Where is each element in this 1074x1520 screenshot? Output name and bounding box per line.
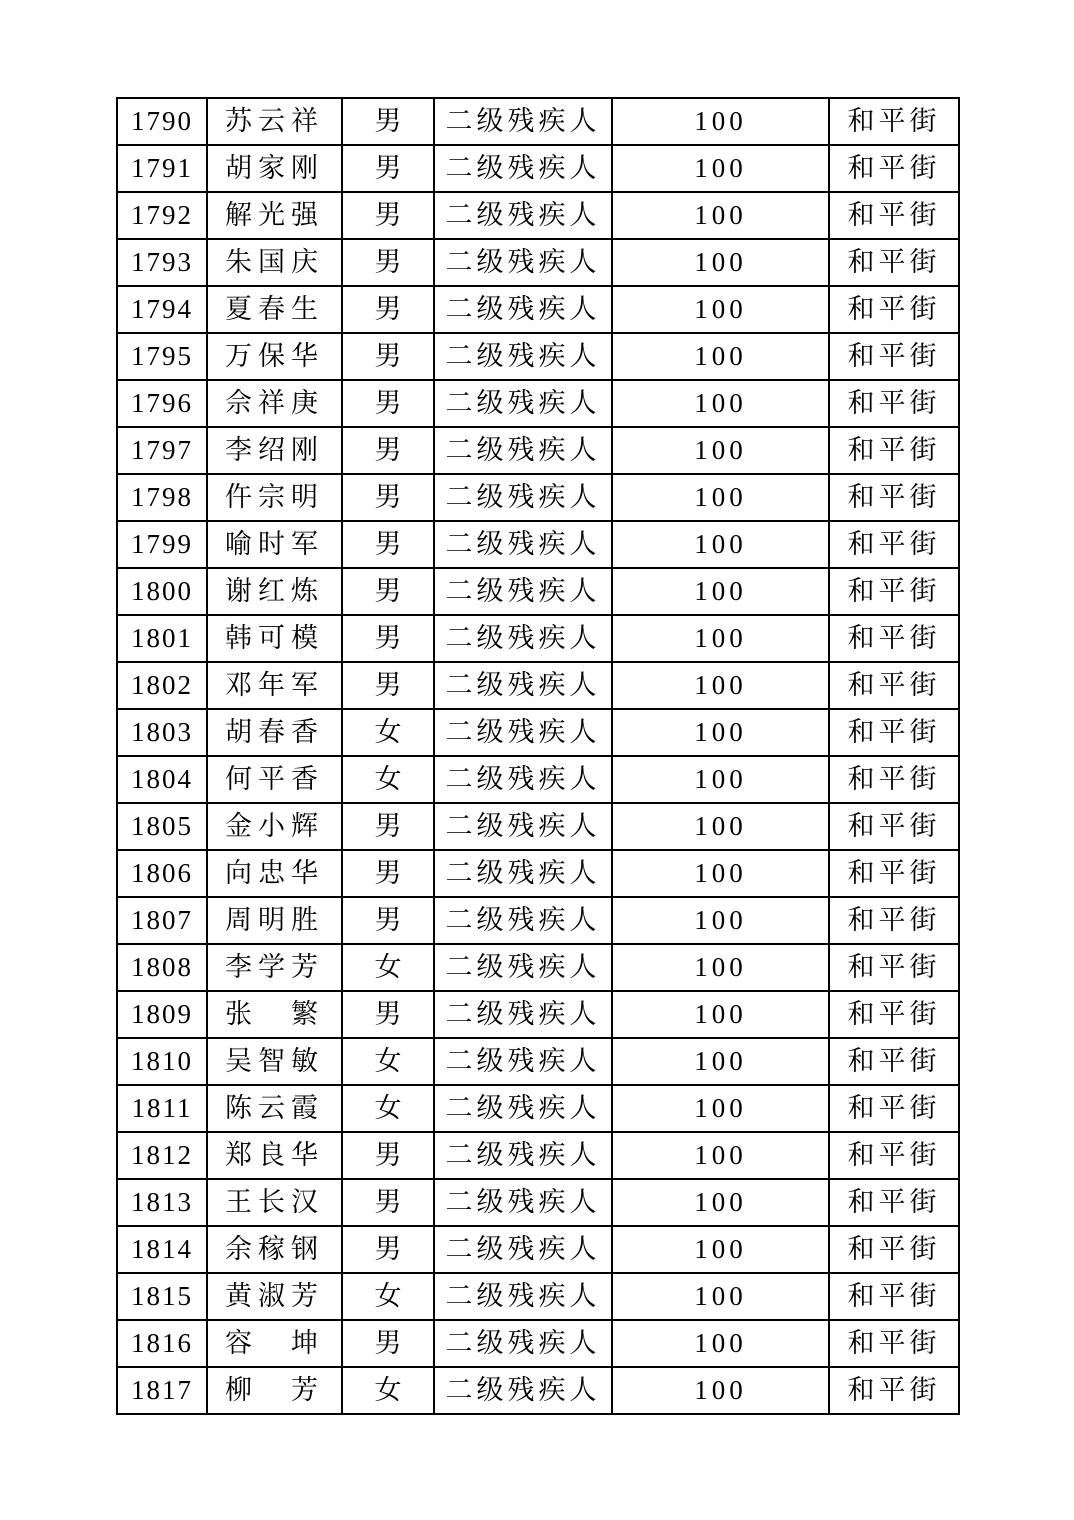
cell-street: 和平街 xyxy=(829,239,959,286)
cell-serial-number: 1796 xyxy=(117,380,207,427)
cell-person-name: 苏云祥 xyxy=(207,98,342,145)
cell-person-name: 喻时军 xyxy=(207,521,342,568)
table-row xyxy=(117,145,959,192)
cell-person-name: 柳 芳 xyxy=(207,1367,342,1414)
cell-person-name: 张 繁 xyxy=(207,991,342,1038)
cell-disability-category: 二级残疾人 xyxy=(434,1132,612,1179)
cell-serial-number: 1807 xyxy=(117,897,207,944)
cell-serial-number: 1799 xyxy=(117,521,207,568)
cell-person-name: 何平香 xyxy=(207,756,342,803)
cell-amount: 100 xyxy=(612,427,829,474)
cell-amount: 100 xyxy=(612,1179,829,1226)
cell-gender: 男 xyxy=(342,239,434,286)
cell-person-name: 胡春香 xyxy=(207,709,342,756)
cell-gender: 女 xyxy=(342,944,434,991)
cell-gender: 女 xyxy=(342,1273,434,1320)
cell-amount: 100 xyxy=(612,239,829,286)
cell-gender: 男 xyxy=(342,568,434,615)
cell-street: 和平街 xyxy=(829,286,959,333)
cell-amount: 100 xyxy=(612,850,829,897)
cell-serial-number: 1792 xyxy=(117,192,207,239)
cell-amount: 100 xyxy=(612,98,829,145)
cell-disability-category: 二级残疾人 xyxy=(434,1179,612,1226)
cell-person-name: 李绍刚 xyxy=(207,427,342,474)
table-row xyxy=(117,239,959,286)
cell-amount: 100 xyxy=(612,474,829,521)
cell-person-name: 解光强 xyxy=(207,192,342,239)
cell-street: 和平街 xyxy=(829,333,959,380)
cell-person-name: 向忠华 xyxy=(207,850,342,897)
cell-serial-number: 1803 xyxy=(117,709,207,756)
cell-amount: 100 xyxy=(612,1273,829,1320)
cell-disability-category: 二级残疾人 xyxy=(434,803,612,850)
table-row xyxy=(117,474,959,521)
recipients-table-body xyxy=(117,98,959,1414)
cell-street: 和平街 xyxy=(829,568,959,615)
table-row xyxy=(117,98,959,145)
cell-amount: 100 xyxy=(612,615,829,662)
table-row xyxy=(117,709,959,756)
cell-serial-number: 1812 xyxy=(117,1132,207,1179)
cell-disability-category: 二级残疾人 xyxy=(434,98,612,145)
cell-street: 和平街 xyxy=(829,474,959,521)
table-row xyxy=(117,286,959,333)
cell-street: 和平街 xyxy=(829,897,959,944)
cell-amount: 100 xyxy=(612,1132,829,1179)
cell-serial-number: 1815 xyxy=(117,1273,207,1320)
cell-gender: 男 xyxy=(342,991,434,1038)
cell-serial-number: 1798 xyxy=(117,474,207,521)
cell-gender: 男 xyxy=(342,333,434,380)
cell-disability-category: 二级残疾人 xyxy=(434,897,612,944)
cell-disability-category: 二级残疾人 xyxy=(434,1226,612,1273)
cell-amount: 100 xyxy=(612,709,829,756)
table-row xyxy=(117,991,959,1038)
cell-street: 和平街 xyxy=(829,1320,959,1367)
table-row xyxy=(117,897,959,944)
cell-person-name: 王长汉 xyxy=(207,1179,342,1226)
cell-serial-number: 1801 xyxy=(117,615,207,662)
cell-serial-number: 1816 xyxy=(117,1320,207,1367)
table-row xyxy=(117,521,959,568)
cell-disability-category: 二级残疾人 xyxy=(434,944,612,991)
cell-amount: 100 xyxy=(612,1226,829,1273)
cell-amount: 100 xyxy=(612,897,829,944)
cell-street: 和平街 xyxy=(829,1273,959,1320)
cell-gender: 女 xyxy=(342,1367,434,1414)
recipients-table xyxy=(116,97,960,1415)
cell-disability-category: 二级残疾人 xyxy=(434,380,612,427)
cell-disability-category: 二级残疾人 xyxy=(434,192,612,239)
cell-disability-category: 二级残疾人 xyxy=(434,1273,612,1320)
cell-amount: 100 xyxy=(612,145,829,192)
cell-person-name: 万保华 xyxy=(207,333,342,380)
cell-street: 和平街 xyxy=(829,756,959,803)
cell-serial-number: 1805 xyxy=(117,803,207,850)
cell-street: 和平街 xyxy=(829,380,959,427)
cell-amount: 100 xyxy=(612,192,829,239)
cell-gender: 男 xyxy=(342,1226,434,1273)
cell-gender: 男 xyxy=(342,615,434,662)
cell-serial-number: 1809 xyxy=(117,991,207,1038)
table-row xyxy=(117,1226,959,1273)
table-row xyxy=(117,615,959,662)
cell-street: 和平街 xyxy=(829,1367,959,1414)
cell-disability-category: 二级残疾人 xyxy=(434,286,612,333)
roster-table-container xyxy=(116,97,960,1415)
cell-gender: 男 xyxy=(342,897,434,944)
cell-gender: 女 xyxy=(342,709,434,756)
cell-person-name: 郑良华 xyxy=(207,1132,342,1179)
cell-gender: 男 xyxy=(342,427,434,474)
cell-serial-number: 1813 xyxy=(117,1179,207,1226)
cell-serial-number: 1797 xyxy=(117,427,207,474)
table-row xyxy=(117,803,959,850)
cell-amount: 100 xyxy=(612,991,829,1038)
cell-amount: 100 xyxy=(612,1038,829,1085)
cell-street: 和平街 xyxy=(829,145,959,192)
cell-person-name: 邓年军 xyxy=(207,662,342,709)
table-row xyxy=(117,380,959,427)
table-row xyxy=(117,850,959,897)
cell-street: 和平街 xyxy=(829,991,959,1038)
cell-gender: 男 xyxy=(342,1132,434,1179)
cell-street: 和平街 xyxy=(829,944,959,991)
cell-person-name: 容 坤 xyxy=(207,1320,342,1367)
table-row xyxy=(117,333,959,380)
cell-person-name: 余稼钢 xyxy=(207,1226,342,1273)
cell-person-name: 李学芳 xyxy=(207,944,342,991)
cell-street: 和平街 xyxy=(829,850,959,897)
cell-street: 和平街 xyxy=(829,615,959,662)
cell-gender: 男 xyxy=(342,145,434,192)
cell-street: 和平街 xyxy=(829,709,959,756)
cell-gender: 男 xyxy=(342,803,434,850)
cell-amount: 100 xyxy=(612,1320,829,1367)
table-row xyxy=(117,1367,959,1414)
cell-amount: 100 xyxy=(612,380,829,427)
table-row xyxy=(117,944,959,991)
cell-street: 和平街 xyxy=(829,427,959,474)
cell-serial-number: 1817 xyxy=(117,1367,207,1414)
cell-person-name: 朱国庆 xyxy=(207,239,342,286)
table-row xyxy=(117,756,959,803)
cell-disability-category: 二级残疾人 xyxy=(434,474,612,521)
cell-street: 和平街 xyxy=(829,192,959,239)
cell-disability-category: 二级残疾人 xyxy=(434,333,612,380)
table-row xyxy=(117,1179,959,1226)
cell-gender: 男 xyxy=(342,521,434,568)
cell-serial-number: 1811 xyxy=(117,1085,207,1132)
table-row xyxy=(117,192,959,239)
cell-amount: 100 xyxy=(612,1367,829,1414)
cell-serial-number: 1794 xyxy=(117,286,207,333)
cell-gender: 男 xyxy=(342,1320,434,1367)
cell-street: 和平街 xyxy=(829,1226,959,1273)
cell-disability-category: 二级残疾人 xyxy=(434,239,612,286)
cell-person-name: 胡家刚 xyxy=(207,145,342,192)
cell-serial-number: 1795 xyxy=(117,333,207,380)
table-row xyxy=(117,662,959,709)
cell-gender: 男 xyxy=(342,662,434,709)
cell-disability-category: 二级残疾人 xyxy=(434,662,612,709)
cell-gender: 女 xyxy=(342,1038,434,1085)
cell-amount: 100 xyxy=(612,286,829,333)
cell-person-name: 金小辉 xyxy=(207,803,342,850)
cell-person-name: 谢红炼 xyxy=(207,568,342,615)
cell-serial-number: 1804 xyxy=(117,756,207,803)
cell-amount: 100 xyxy=(612,521,829,568)
cell-disability-category: 二级残疾人 xyxy=(434,756,612,803)
cell-disability-category: 二级残疾人 xyxy=(434,1367,612,1414)
cell-person-name: 周明胜 xyxy=(207,897,342,944)
cell-disability-category: 二级残疾人 xyxy=(434,145,612,192)
cell-serial-number: 1791 xyxy=(117,145,207,192)
cell-gender: 男 xyxy=(342,286,434,333)
table-row xyxy=(117,1038,959,1085)
cell-serial-number: 1802 xyxy=(117,662,207,709)
cell-person-name: 夏春生 xyxy=(207,286,342,333)
table-row xyxy=(117,568,959,615)
cell-disability-category: 二级残疾人 xyxy=(434,709,612,756)
table-row xyxy=(117,1132,959,1179)
cell-amount: 100 xyxy=(612,1085,829,1132)
cell-disability-category: 二级残疾人 xyxy=(434,1085,612,1132)
cell-gender: 男 xyxy=(342,380,434,427)
cell-disability-category: 二级残疾人 xyxy=(434,427,612,474)
table-row xyxy=(117,1085,959,1132)
cell-amount: 100 xyxy=(612,568,829,615)
cell-disability-category: 二级残疾人 xyxy=(434,1038,612,1085)
cell-serial-number: 1808 xyxy=(117,944,207,991)
cell-street: 和平街 xyxy=(829,1085,959,1132)
cell-person-name: 吴智敏 xyxy=(207,1038,342,1085)
table-row xyxy=(117,1273,959,1320)
cell-serial-number: 1790 xyxy=(117,98,207,145)
cell-disability-category: 二级残疾人 xyxy=(434,850,612,897)
cell-street: 和平街 xyxy=(829,1038,959,1085)
cell-disability-category: 二级残疾人 xyxy=(434,521,612,568)
cell-gender: 男 xyxy=(342,474,434,521)
cell-street: 和平街 xyxy=(829,521,959,568)
cell-street: 和平街 xyxy=(829,98,959,145)
cell-gender: 男 xyxy=(342,1179,434,1226)
cell-person-name: 黄淑芳 xyxy=(207,1273,342,1320)
cell-serial-number: 1810 xyxy=(117,1038,207,1085)
cell-street: 和平街 xyxy=(829,803,959,850)
cell-serial-number: 1814 xyxy=(117,1226,207,1273)
cell-gender: 女 xyxy=(342,756,434,803)
cell-serial-number: 1800 xyxy=(117,568,207,615)
cell-amount: 100 xyxy=(612,803,829,850)
cell-gender: 男 xyxy=(342,192,434,239)
cell-amount: 100 xyxy=(612,662,829,709)
cell-disability-category: 二级残疾人 xyxy=(434,615,612,662)
cell-person-name: 佘祥庚 xyxy=(207,380,342,427)
cell-amount: 100 xyxy=(612,333,829,380)
table-row xyxy=(117,427,959,474)
cell-gender: 男 xyxy=(342,98,434,145)
cell-street: 和平街 xyxy=(829,1132,959,1179)
cell-person-name: 陈云霞 xyxy=(207,1085,342,1132)
cell-disability-category: 二级残疾人 xyxy=(434,1320,612,1367)
cell-serial-number: 1806 xyxy=(117,850,207,897)
cell-person-name: 仵宗明 xyxy=(207,474,342,521)
cell-amount: 100 xyxy=(612,756,829,803)
cell-disability-category: 二级残疾人 xyxy=(434,568,612,615)
cell-disability-category: 二级残疾人 xyxy=(434,991,612,1038)
cell-street: 和平街 xyxy=(829,662,959,709)
cell-serial-number: 1793 xyxy=(117,239,207,286)
cell-gender: 女 xyxy=(342,1085,434,1132)
cell-gender: 男 xyxy=(342,850,434,897)
cell-street: 和平街 xyxy=(829,1179,959,1226)
cell-person-name: 韩可模 xyxy=(207,615,342,662)
table-row xyxy=(117,1320,959,1367)
cell-amount: 100 xyxy=(612,944,829,991)
